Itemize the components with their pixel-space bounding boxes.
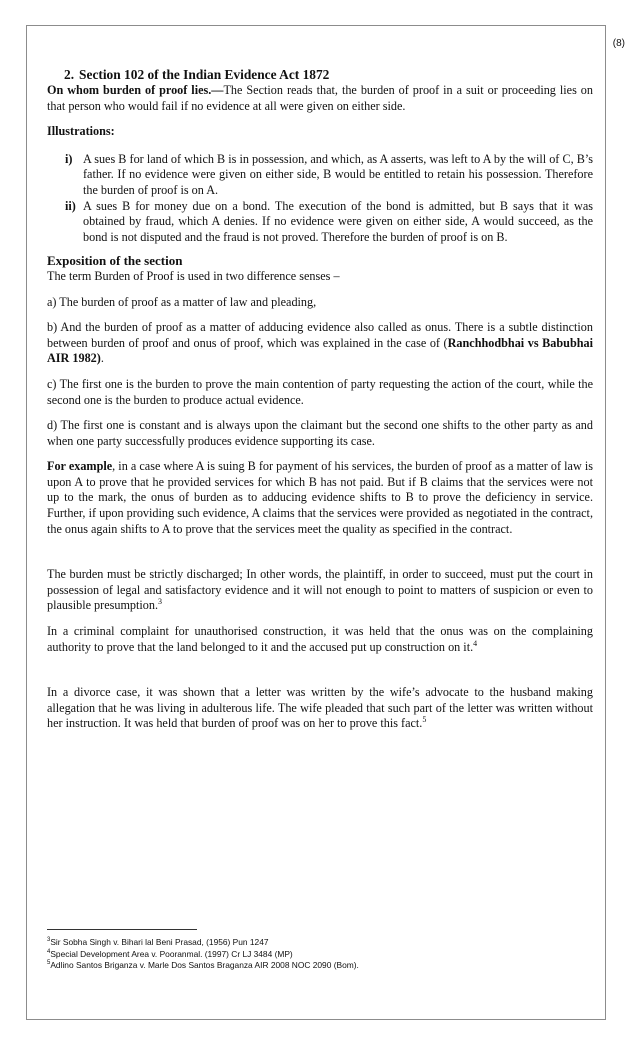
- exposition-point-b: [47, 320, 593, 367]
- point-b-end: .: [100, 351, 104, 366]
- list-item-text: A sues B for money due on a bond. The execution of the bond is admitted, but B says that it was obtained by fraud, which A denies. If no evidence were given on either side, A would succeed, as the bond is not disputed and the fraud is not proved. Therefore the burden of proof is on B.: [83, 198, 593, 244]
- illustrations-list: [47, 152, 593, 246]
- criminal-paragraph: [47, 624, 593, 655]
- example-paragraph: [47, 459, 593, 537]
- footnote-number: 5: [47, 960, 51, 967]
- list-item: [65, 199, 593, 246]
- case-citation: Ranchhodbhai vs Babubhai AIR 1982): [47, 335, 593, 366]
- illustrations-heading: Illustrations:: [47, 124, 115, 139]
- example-text: , in a case where A is suing B for payment of his services, the burden of proof as a matter of law is upon A to prove that he provided services for which B has not paid. But if B claims that the services were not up to the mark, the onus of burden as to adducing evidence shifts to B to prove the deficiency in service. Further, if upon providing such evidence, A claims that the services were provided as negotiated in the contract, the onus again shifts to A to prove that the services meet the quality as specified in the contract.: [47, 459, 593, 536]
- point-b-text: b) And the burden of proof as a matter of adducing evidence also called as onus. There is a subtle distinction between burden of proof and onus of proof, which was explained in the case of (: [47, 320, 593, 350]
- footnote-text: Sir Sobha Singh v. Bihari lal Beni Prasad, (1956) Pun 1247: [50, 937, 269, 947]
- footnote-divider: [47, 929, 197, 930]
- exposition-point-d: d) The first one is constant and is always upon the claimant but the second one shifts to the other party as and when one party successfully produces evidence supporting its case.: [47, 418, 593, 448]
- footnote-text: Special Development Area v. Pooranmal. (1997) Cr LJ 3484 (MP): [50, 948, 293, 959]
- list-marker: ii): [65, 198, 76, 213]
- exposition-intro: The term Burden of Proof is used in two difference senses –: [47, 268, 340, 283]
- discharge-text: The burden must be strictly discharged; In other words, the plaintiff, in order to succeed, must put the court in possession of legal and satisfactory evidence and it will not enough to point to matters of suspicion or even to plausible presumption.: [47, 567, 593, 613]
- discharge-paragraph: [47, 567, 593, 614]
- page-content: [47, 36, 593, 732]
- footnote-text: Adlino Santos Briganza v. Marle Dos Santos Braganza AIR 2008 NOC 2090 (Bom).: [50, 960, 359, 970]
- section-lead-bold: On whom burden of proof lies.—: [47, 83, 224, 97]
- section-number: 2.: [64, 67, 75, 82]
- section-lead-paragraph: [47, 83, 593, 114]
- list-item-text: A sues B for land of which B is in possession, and which, as A asserts, was left to A by the will of C, B’s father. If no evidence were given on either side, B would be entitled to retain his possession. Therefore the burden of proof is on A.: [83, 151, 593, 197]
- divorce-paragraph: [47, 685, 593, 732]
- list-item: [65, 152, 593, 199]
- example-label: For example: [47, 459, 113, 474]
- exposition-point-c: c) The first one is the burden to prove the main contention of party requesting the action of the court, while the second one is the burden to produce actual evidence.: [47, 376, 593, 407]
- footnote-number: 3: [47, 937, 51, 944]
- divorce-text: In a divorce case, it was shown that a letter was written by the wife’s advocate to the husband making allegation that he was living in adulterous life. The wife pleaded that such part of the letter was written without her instruction. It was held that burden of proof was on her to prove this fact.: [47, 685, 593, 731]
- footnote-ref: 5: [422, 715, 427, 725]
- section-title: Section 102 of the Indian Evidence Act 1872: [79, 67, 330, 82]
- section-lead-text: The Section reads that, the burden of proof in a suit or proceeding lies on that person who would fail if no evidence at all were given on either side.: [47, 83, 593, 113]
- exposition-heading: Exposition of the section: [47, 253, 183, 269]
- footnote: [47, 949, 593, 961]
- criminal-text: In a criminal complaint for unauthorised construction, it was held that the onus was on the complaining authority to prove that the land belonged to it and the accused put up construction on it.: [47, 624, 593, 654]
- section-heading: [64, 66, 593, 83]
- exposition-point-a: a) The burden of proof as a matter of law and pleading,: [47, 294, 317, 309]
- footnotes: [47, 937, 593, 972]
- footnote: [47, 937, 593, 949]
- footnote-ref: 3: [158, 597, 163, 607]
- page-number: (8): [612, 38, 625, 49]
- footnote: [47, 960, 593, 972]
- list-marker: i): [65, 151, 73, 166]
- footnote-ref: 4: [473, 638, 478, 648]
- footnote-number: 4: [47, 948, 51, 955]
